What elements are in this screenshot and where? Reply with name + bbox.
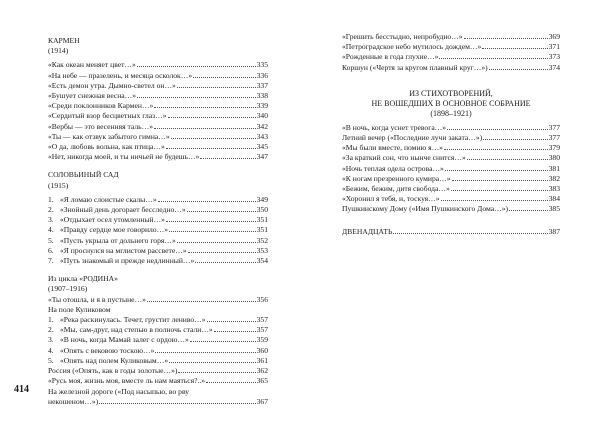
page-number: 414 bbox=[14, 384, 29, 395]
section-year-karmen: (1914) bbox=[48, 46, 69, 56]
toc-entry: «Ты отошла, и я в пустыне…» 356 bbox=[48, 294, 268, 304]
toc-entry: Пушкинскому Дому («Имя Пушкинского Дома…») 385 bbox=[342, 204, 560, 214]
toc-entry: 5. «Пусть укрыла от дольнего горя…» 352 bbox=[48, 235, 268, 245]
toc-entry: 3. «Отдыхает осел утомленный…» 351 bbox=[48, 215, 268, 225]
section-title-rodina: Из цикла «РОДИНА» bbox=[48, 274, 118, 284]
section-year-rodina: (1907–1916) bbox=[48, 284, 88, 294]
toc-entry: некошеном…») 367 bbox=[48, 396, 268, 406]
toc-entry: Россия («Опять, как в годы золотые…») 362 bbox=[48, 366, 268, 376]
toc-entry: «К ногам презренного кумира…» 382 bbox=[342, 173, 560, 183]
toc-entry: «Ночь теплая одела острова…» 381 bbox=[342, 163, 560, 173]
section-year-uncollected: (1898–1921) bbox=[430, 108, 472, 118]
subsection-title-kulikovo: На поле Куликовом bbox=[48, 304, 111, 314]
toc-entry: «Бежим, бежим, дитя свобода…» 383 bbox=[342, 184, 560, 194]
section-title-uncollected-line1: ИЗ СТИХОТВОРЕНИЙ, bbox=[409, 88, 493, 98]
toc-entry: «Ты — как отзвук забытого гимна…» 343 bbox=[48, 131, 268, 141]
toc-entry: «Нет, никогда моей, и ты ничьей не будешь…» 347 bbox=[48, 152, 268, 162]
toc-entry: «Среди поклонников Кармен…» 339 bbox=[48, 101, 268, 111]
left-page-toc bbox=[48, 36, 268, 407]
toc-list-karmen bbox=[48, 60, 268, 162]
section-title-solovy: СОЛОВЬИНЫЙ САД bbox=[48, 170, 119, 180]
toc-list-kulikovo bbox=[48, 315, 268, 366]
toc-entry: «Мы были вместе, помню я…» 379 bbox=[342, 143, 560, 153]
toc-entry: Летний вечер («Последние лучи заката…») 377 bbox=[342, 133, 560, 143]
toc-list-uncollected bbox=[342, 123, 560, 215]
toc-entry: 2. «Знойный день догорает бесследно…» 350 bbox=[48, 205, 268, 215]
toc-entry: «Петроградское небо мутилось дождем…» 371 bbox=[342, 42, 560, 52]
toc-entry: «Бушует снежная весна…» 338 bbox=[48, 91, 268, 101]
section-year-solovy: (1915) bbox=[48, 180, 69, 190]
toc-entry: «Русь моя, жизнь моя, вместе ль нам маяться?..» 365 bbox=[48, 376, 268, 386]
toc-entry: «О да, любовь вольна, как птица…» 345 bbox=[48, 142, 268, 152]
toc-list-solovy bbox=[48, 195, 268, 266]
toc-entry: «Рожденные в года глухие…» 373 bbox=[342, 52, 560, 62]
toc-entry: «Грешить бесстыдно, непробудно…» 369 bbox=[342, 32, 560, 41]
section-title-uncollected-line2: НЕ ВОШЕДШИХ В ОСНОВНОЕ СОБРАНИЕ bbox=[371, 98, 531, 108]
toc-entry: Коршун («Чертя за кругом плавный круг…») 374 bbox=[342, 62, 560, 72]
toc-entry: 4. «Правду сердце мое говорило…» 351 bbox=[48, 225, 268, 235]
toc-list-rodina-cont bbox=[342, 32, 560, 73]
toc-entry: «В ночь, когда уснет тревога…» 377 bbox=[342, 122, 560, 132]
toc-entry: «Вербы — это весенняя таль…» 342 bbox=[48, 121, 268, 131]
toc-entry: 1. «Я ломаю слоистые скалы…» 349 bbox=[48, 194, 268, 204]
toc-entry: «Как океан меняет цвет…» 335 bbox=[48, 60, 268, 70]
section-title-karmen: КАРМЕН bbox=[48, 36, 80, 45]
toc-entry: 7. «Путь знакомый и прежде недлинный…» 354 bbox=[48, 256, 268, 266]
toc-entry: 1. «Река раскинулась. Течет, грустит лениво…» 357 bbox=[48, 315, 268, 325]
toc-entry: 5. «Опять над полем Куликовым…» 361 bbox=[48, 355, 268, 365]
toc-entry: 2. «Мы, сам-друг, над степью в полночь стали…» 357 bbox=[48, 325, 268, 335]
toc-entry: «Сердитый взор бесцветных глаз…» 340 bbox=[48, 111, 268, 121]
toc-entry: 3. «В ночь, когда Мамай залег с ордою…» 359 bbox=[48, 335, 268, 345]
toc-entry: 4. «Опять с вековою тоскою…» 360 bbox=[48, 345, 268, 355]
toc-entry: «На небе — празелень, и месяца осколок…» 336 bbox=[48, 70, 268, 80]
toc-entry: «За краткий сон, что нынче снится…» 380 bbox=[342, 153, 560, 163]
toc-entry: «Есть демон утра. Дымно-светел он…» 337 bbox=[48, 80, 268, 90]
toc-entry: «Хоронил я тебя, и, тоскуя…» 384 bbox=[342, 194, 560, 204]
toc-entry-line1: На железной дороге («Под насыпью, во рву bbox=[48, 386, 190, 396]
right-page-toc bbox=[342, 32, 560, 237]
toc-entry: 6. «Я проснулся на мглистом рассвете…» 353 bbox=[48, 245, 268, 255]
toc-entry-twelve: ДВЕНАДЦАТЬ 387 bbox=[342, 226, 560, 236]
